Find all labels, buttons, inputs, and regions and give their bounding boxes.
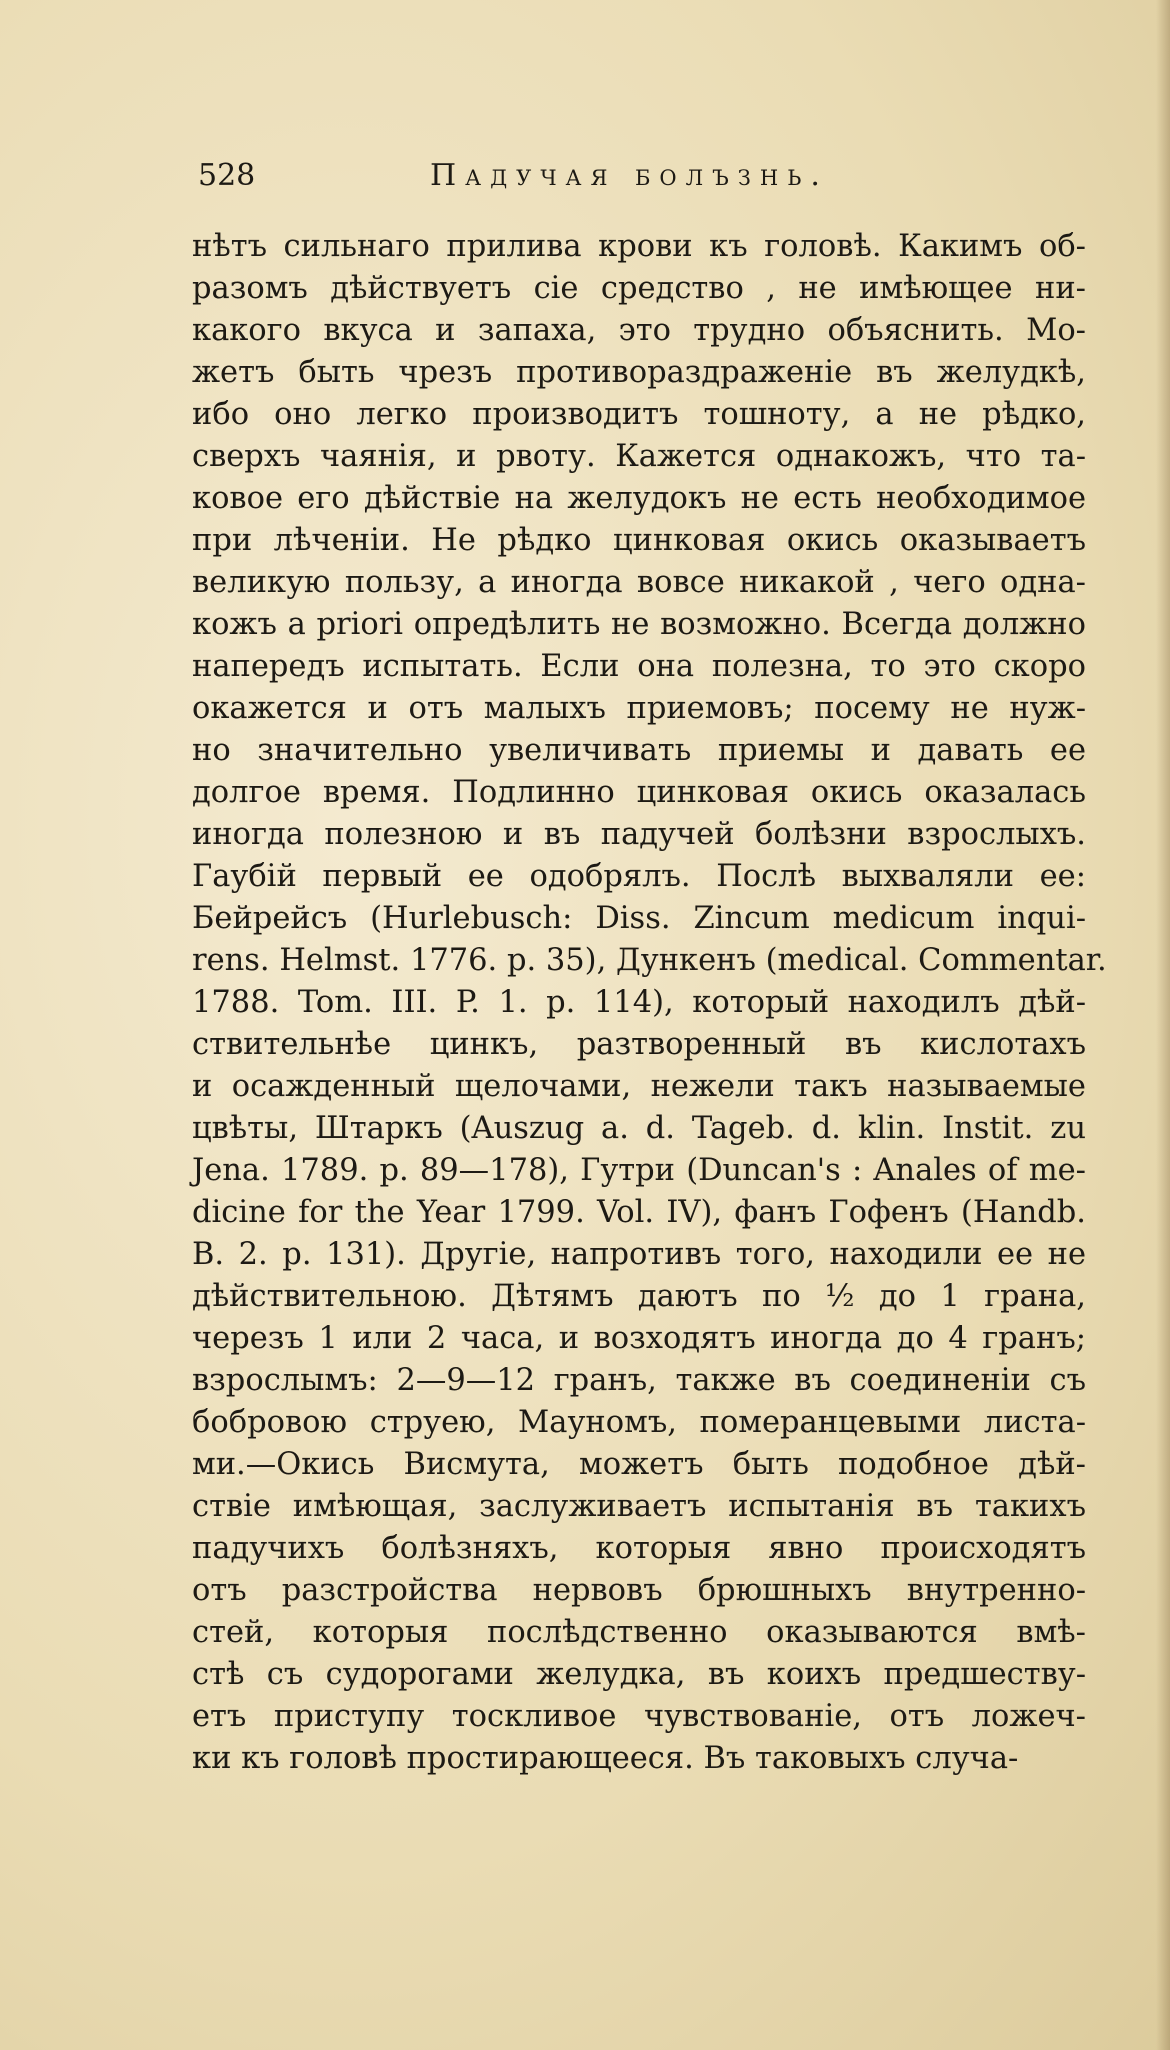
text-line: ми.—Окись Висмута, можетъ быть подобное дѣй- <box>192 1447 1086 1482</box>
text-line: взрослымъ: 2—9—12 гранъ, также въ соединеніи съ <box>192 1363 1086 1398</box>
text-line: етъ приступу тоскливое чувствованіе, отъ ложеч- <box>192 1699 1086 1734</box>
text-line: какого вкуса и запаха, это трудно объяснить. Мо- <box>192 313 1086 348</box>
text-line: сверхъ чаянія, и рвоту. Кажется однакожъ, что та- <box>192 439 1086 474</box>
text-line: Бейрейсъ (Hurlebusch: Diss. Zincum medicum inqui- <box>192 901 1086 936</box>
text-line: Jena. 1789. p. 89—178), Гутри (Duncan's : Anales of me- <box>192 1153 1086 1188</box>
text-line: кожъ a priori опредѣлить не возможно. Всегда должно <box>192 607 1086 642</box>
text-line: падучихъ болѣзняхъ, которыя явно происходятъ <box>192 1531 1086 1566</box>
text-line: великую пользу, а иногда вовсе никакой , чего одна- <box>192 565 1086 600</box>
text-line: ковое его дѣйствіе на желудокъ не есть необходимое <box>192 481 1086 516</box>
text-line: цвѣты, Штаркъ (Auszug a. d. Tageb. d. klin. Instit. zu <box>192 1111 1086 1146</box>
page-number: 528 <box>198 158 256 193</box>
text-line: нѣтъ сильнаго прилива крови къ головѣ. Какимъ об- <box>192 229 1086 264</box>
text-line: отъ разстройства нервовъ брюшныхъ внутренно- <box>192 1573 1086 1608</box>
text-line: при лѣченіи. Не рѣдко цинковая окись оказываетъ <box>192 523 1086 558</box>
text-line: черезъ 1 или 2 часа, и возходятъ иногда до 4 гранъ; <box>192 1321 1086 1356</box>
text-line: стѣ съ судорогами желудка, въ коихъ предшеству- <box>192 1657 1086 1692</box>
text-line: 1788. Tom. III. P. 1. p. 114), который находилъ дѣй- <box>192 985 1086 1020</box>
text-line: dicine for the Year 1799. Vol. IV), фанъ Гофенъ (Handb. <box>192 1195 1086 1230</box>
text-line: ствительнѣе цинкъ, разтворенный въ кислотахъ <box>192 1027 1086 1062</box>
text-line: жетъ быть чрезъ противораздраженіе въ желудкѣ, <box>192 355 1086 390</box>
text-line: долгое время. Подлинно цинковая окись оказалась <box>192 775 1086 810</box>
page-edge-shadow <box>1156 0 1170 2050</box>
text-line: rens. Helmst. 1776. p. 35), Дункенъ (medical. Commentar. <box>192 943 1107 978</box>
text-line: бобровою струею, Мауномъ, померанцевыми листа- <box>192 1405 1086 1440</box>
body-text <box>192 226 1107 1780</box>
text-line: стей, которыя послѣдственно оказываются вмѣ- <box>192 1615 1086 1650</box>
text-line: ствіе имѣющая, заслуживаетъ испытанія въ такихъ <box>192 1489 1086 1524</box>
text-line: ки къ головѣ простирающееся. Въ таковыхъ случа- <box>192 1741 1019 1776</box>
text-line: B. 2. p. 131). Другіе, напротивъ того, находили ее не <box>192 1237 1086 1272</box>
text-line: иногда полезною и въ падучей болѣзни взрослыхъ. <box>192 817 1086 852</box>
text-line: ибо оно легко производитъ тошноту, а не рѣдко, <box>192 397 1086 432</box>
page-header <box>198 158 1098 208</box>
text-line: но значительно увеличивать приемы и давать ее <box>192 733 1086 768</box>
text-line: дѣйствительною. Дѣтямъ даютъ по ½ до 1 грана, <box>192 1279 1086 1314</box>
text-line: и осажденный щелочами, нежели такъ называемые <box>192 1069 1086 1104</box>
text-line: напередъ испытать. Если она полезна, то это скоро <box>192 649 1086 684</box>
text-line: разомъ дѣйствуетъ сіе средство , не имѣющее ни- <box>192 271 1086 306</box>
running-head: Падучая болъзнь. <box>430 158 829 193</box>
text-line: Гаубій первый ее одобрялъ. Послѣ выхваляли ее: <box>192 859 1086 894</box>
text-line: окажется и отъ малыхъ приемовъ; посему не нуж- <box>192 691 1086 726</box>
